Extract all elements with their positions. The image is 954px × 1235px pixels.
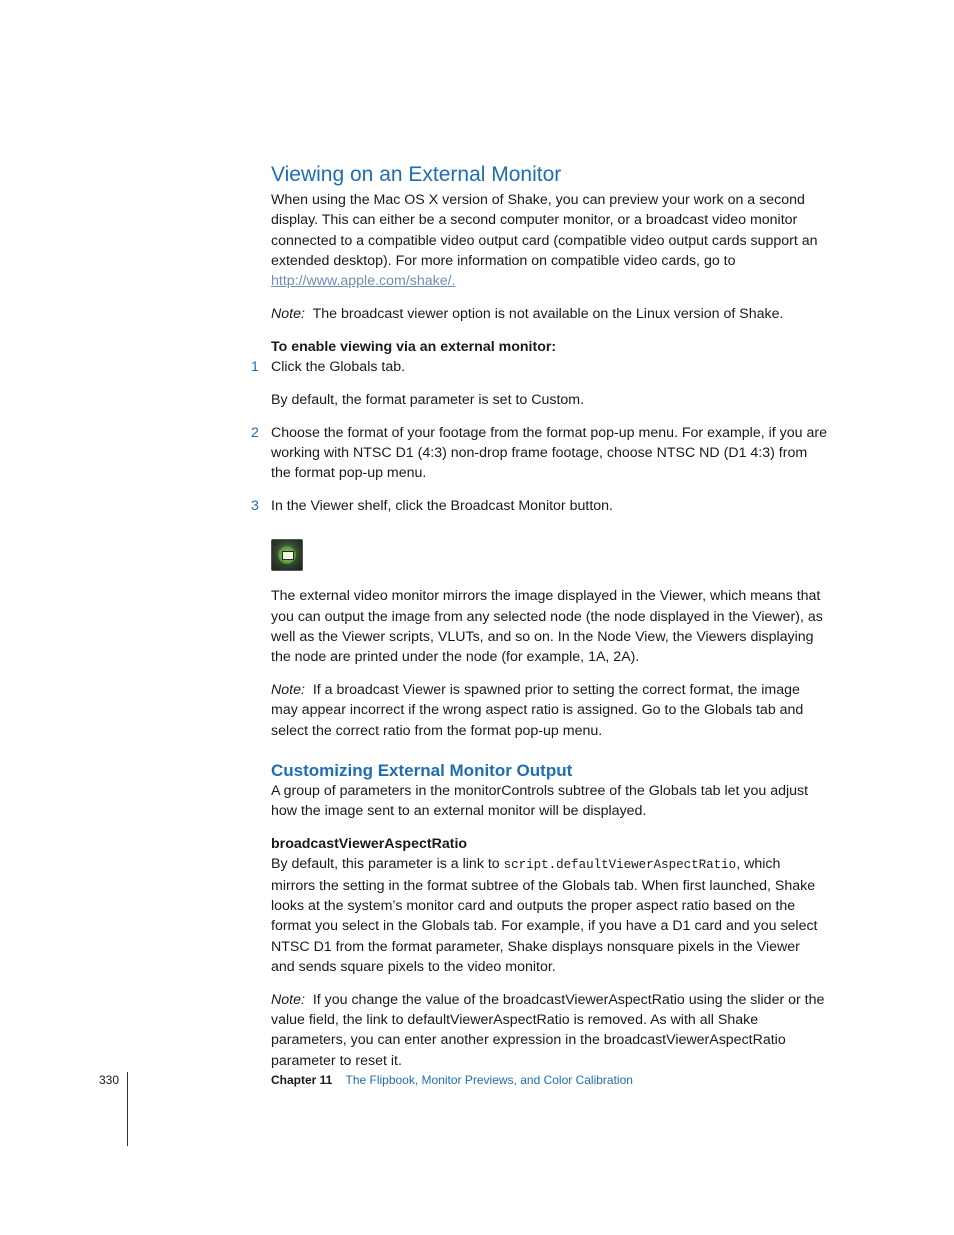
page-content: [251, 160, 827, 1071]
page-number: 330: [99, 1073, 120, 1087]
note-1-label: Note:: [271, 305, 305, 322]
param-text-before: By default, this parameter is a link to: [271, 856, 504, 873]
broadcast-monitor-icon: [271, 539, 303, 571]
note-2: [271, 680, 827, 741]
step-2-text: Choose the format of your footage from the format pop-up menu. For example, if you are working with NTSC D1 (4:3) non-drop frame footage, choose NTSC ND (D1 4:3) from the format pop-up menu.: [271, 424, 827, 482]
note-3-label: Note:: [271, 991, 305, 1008]
step-1: [251, 357, 827, 377]
param-code: script.defaultViewerAspectRatio: [503, 858, 737, 873]
footer-divider: [127, 1072, 128, 1146]
step-3-text: In the Viewer shelf, click the Broadcast Monitor button.: [271, 498, 613, 515]
param-description: [271, 854, 827, 977]
apple-shake-link[interactable]: http://www.apple.com/shake/.: [271, 273, 456, 290]
step-1-text: Click the Globals tab.: [271, 359, 406, 376]
note-1-text: The broadcast viewer option is not available on the Linux version of Shake.: [312, 305, 784, 322]
step-1-followup: By default, the format parameter is set to Custom.: [271, 391, 585, 408]
note-3-text: If you change the value of the broadcastViewerAspectRatio using the slider or the value field, the link to defaultViewerAspectRatio is removed. As with all Shake parameters, you can enter another expression in the broadcastViewerAspectRatio parameter to reset it.: [271, 991, 825, 1069]
subsection-title: Customizing External Monitor Output: [271, 760, 573, 780]
param-text-after: , which mirrors the setting in the format subtree of the Globals tab. When first launched, Shake looks at the system’s monitor card and outputs the proper aspect ratio based on the format you select in the Globals tab. For example, if you have a D1 card and you select NTSC D1 from the format parameter, Shake displays nonsquare pixels in the Viewer and sends square pixels to the video monitor.: [271, 856, 818, 975]
mirror-paragraph: The external video monitor mirrors the image displayed in the Viewer, which means that you can output the image from any selected node (the node displayed in the Viewer), as well as the Viewer scripts, VLUTs, and so on. In the Node View, the Viewers displaying the node are printed under the node (for example, 1A, 2A).: [271, 588, 823, 666]
note-1: [271, 304, 827, 324]
task-heading: To enable viewing via an external monitor:: [271, 338, 557, 355]
section-intro: [271, 190, 827, 291]
step-3: [251, 496, 827, 516]
chapter-footer: [271, 1073, 633, 1087]
chapter-label: Chapter 11: [271, 1073, 333, 1087]
step-1-number: 1: [251, 359, 259, 376]
subsection-intro: A group of parameters in the monitorControls subtree of the Globals tab let you adjust how the image sent to an external monitor will be displayed.: [271, 782, 809, 820]
step-2-number: 2: [251, 424, 259, 441]
section-title: Viewing on an External Monitor: [271, 163, 562, 186]
note-2-label: Note:: [271, 682, 305, 699]
param-name: broadcastViewerAspectRatio: [271, 836, 468, 853]
step-3-number: 3: [251, 498, 259, 515]
note-3: [271, 990, 827, 1071]
broadcast-monitor-button: [271, 539, 303, 571]
step-2: [251, 423, 827, 484]
intro-text: When using the Mac OS X version of Shake, you can preview your work on a second display. This can either be a second computer monitor, or a broadcast video monitor connected to a compatible video output card (compatible video output cards support an extended desktop). For more information on compatible video cards, go to: [271, 192, 818, 269]
note-2-text: If a broadcast Viewer is spawned prior to setting the correct format, the image may appear incorrect if the wrong aspect ratio is assigned. Go to the Globals tab and select the correct ratio from the format pop-up menu.: [271, 682, 804, 739]
chapter-title: The Flipbook, Monitor Previews, and Color Calibration: [345, 1073, 633, 1087]
